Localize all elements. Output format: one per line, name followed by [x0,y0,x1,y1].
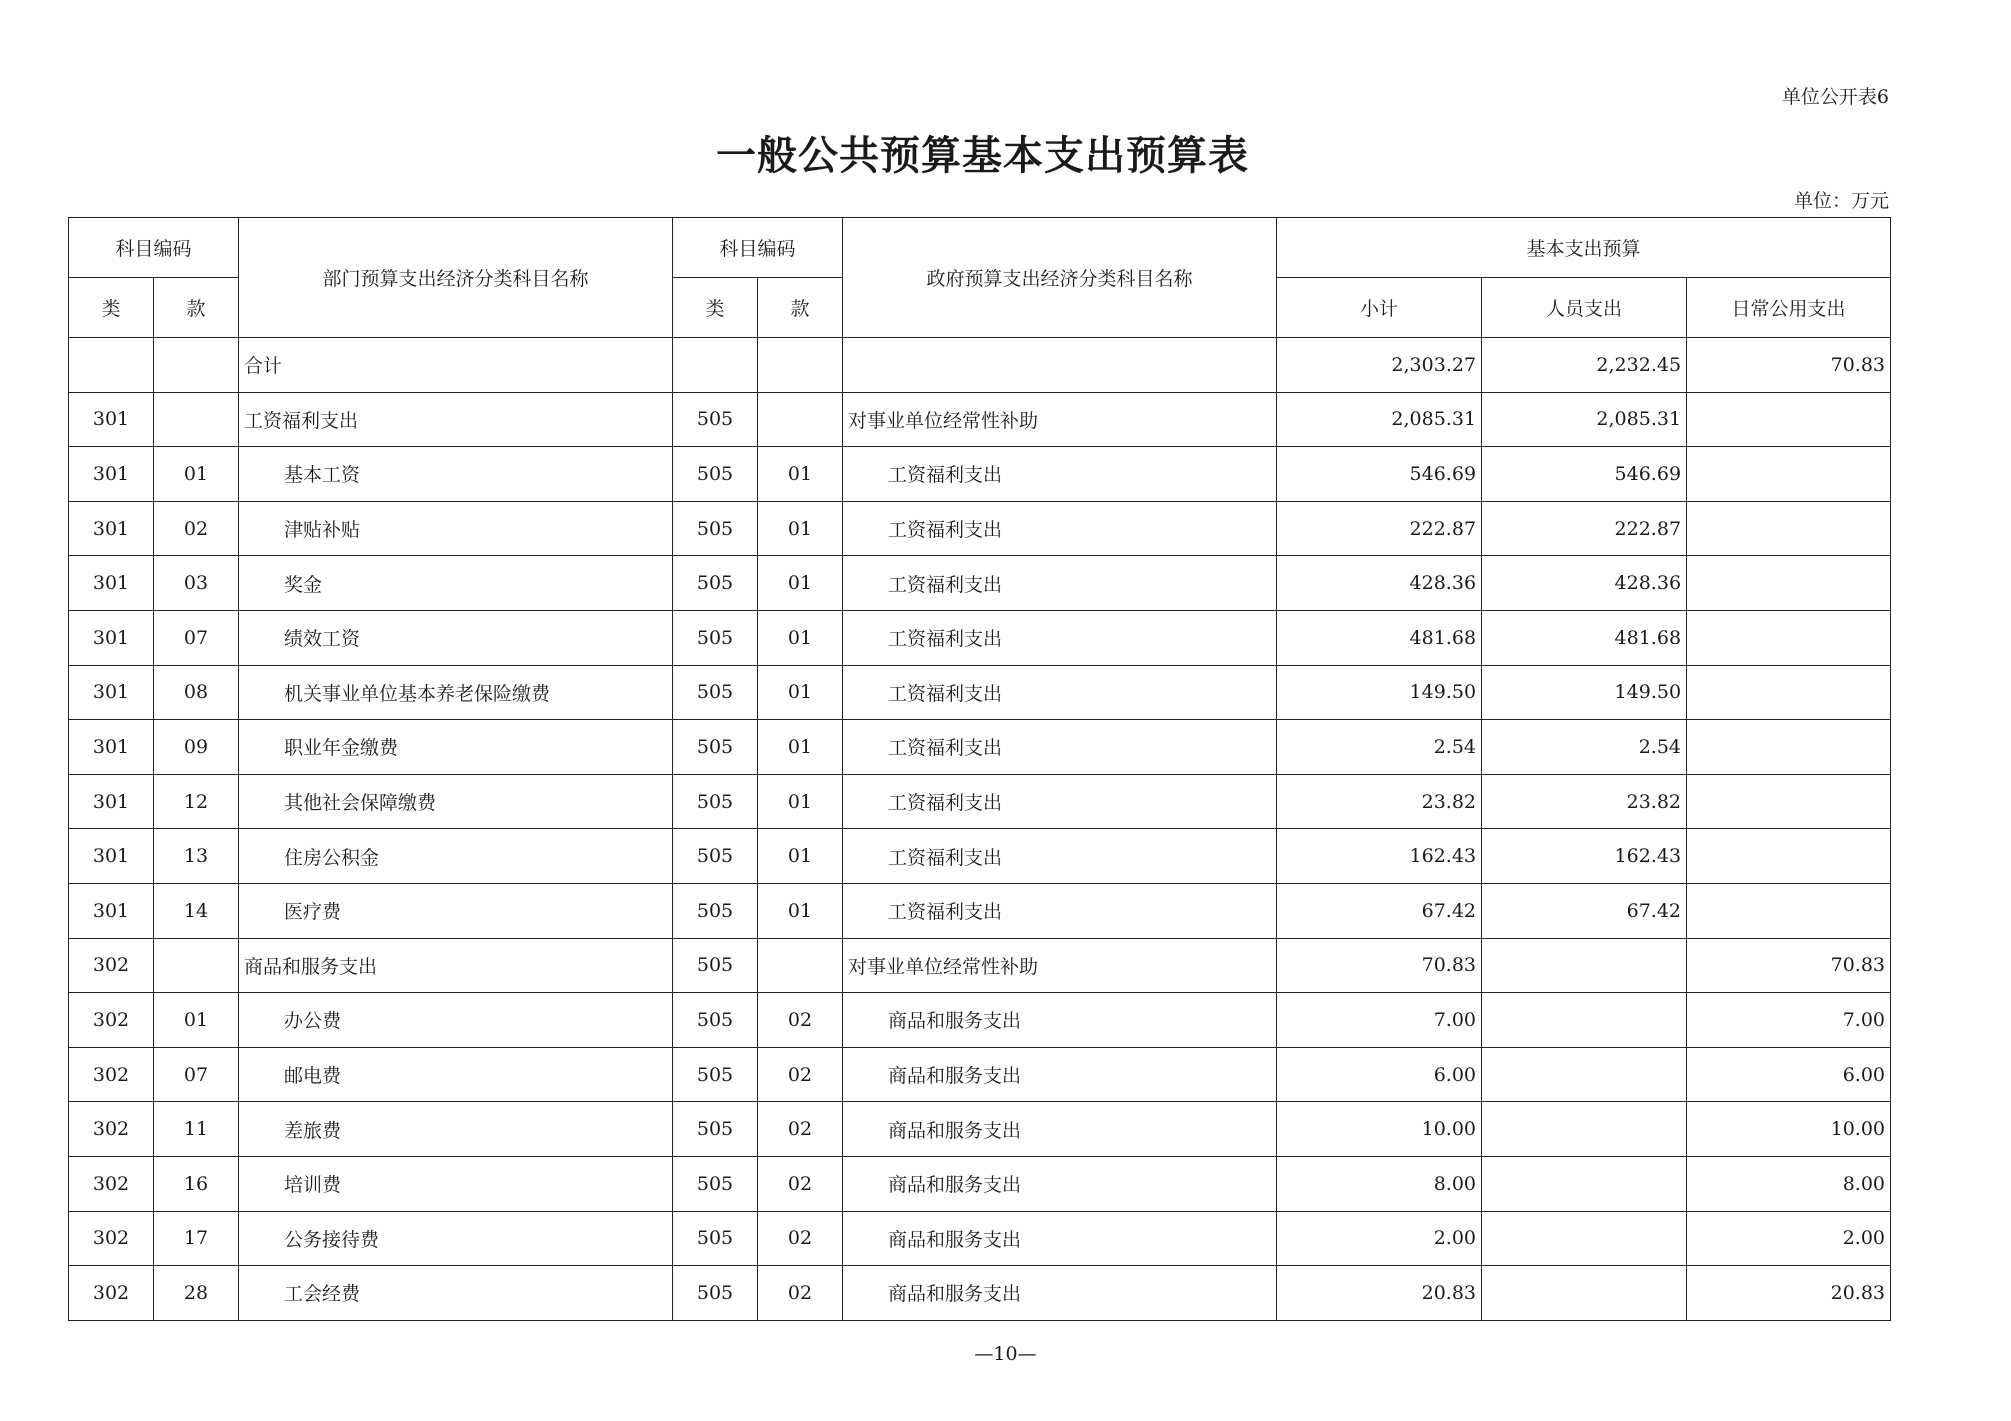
daily-expense-cell [1687,501,1891,556]
dept-kuan-cell: 11 [154,1102,239,1157]
dept-kuan-cell: 14 [154,883,239,938]
gov-kuan-cell [758,338,843,393]
dept-item-name-cell: 办公费 [239,993,673,1048]
dept-item-name-cell: 津贴补贴 [239,501,673,556]
gov-item-name-cell: 对事业单位经常性补助 [843,392,1277,447]
gov-item-name-cell: 工资福利支出 [843,447,1277,502]
gov-kuan-header: 款 [758,278,843,338]
dept-kuan-cell: 12 [154,774,239,829]
gov-lei-cell: 505 [673,1156,758,1211]
personnel-cell [1482,1047,1687,1102]
table-row [69,883,1891,938]
table-row [69,1156,1891,1211]
dept-kuan-cell: 01 [154,993,239,1048]
dept-item-name-cell: 奖金 [239,556,673,611]
dept-kuan-cell: 01 [154,447,239,502]
gov-lei-cell: 505 [673,883,758,938]
daily-expense-cell [1687,829,1891,884]
daily-expense-cell [1687,556,1891,611]
personnel-header: 人员支出 [1482,278,1687,338]
gov-kuan-cell: 02 [758,993,843,1048]
table-row [69,938,1891,993]
dept-kuan-cell: 09 [154,720,239,775]
dept-lei-cell: 301 [69,665,154,720]
gov-lei-header: 类 [673,278,758,338]
dept-kuan-cell: 28 [154,1266,239,1321]
page-title: 一般公共预算基本支出预算表 [716,132,1249,179]
dept-item-name-cell: 医疗费 [239,883,673,938]
personnel-cell: 67.42 [1482,883,1687,938]
subtotal-cell: 481.68 [1277,610,1482,665]
gov-item-name-cell: 工资福利支出 [843,829,1277,884]
gov-lei-cell: 505 [673,447,758,502]
dept-item-name-cell: 职业年金缴费 [239,720,673,775]
table-row [69,665,1891,720]
daily-expense-cell: 8.00 [1687,1156,1891,1211]
personnel-cell: 546.69 [1482,447,1687,502]
daily-expense-cell [1687,665,1891,720]
daily-expense-cell [1687,610,1891,665]
gov-name-header: 政府预算支出经济分类科目名称 [843,218,1277,338]
gov-lei-cell: 505 [673,774,758,829]
dept-kuan-cell: 08 [154,665,239,720]
dept-kuan-cell: 07 [154,610,239,665]
dept-lei-cell: 301 [69,501,154,556]
personnel-cell: 162.43 [1482,829,1687,884]
daily-expense-cell: 20.83 [1687,1266,1891,1321]
subtotal-cell: 2.54 [1277,720,1482,775]
subtotal-cell: 20.83 [1277,1266,1482,1321]
dept-lei-cell: 302 [69,1047,154,1102]
dept-lei-cell: 302 [69,1102,154,1157]
daily-expense-cell [1687,720,1891,775]
gov-lei-cell: 505 [673,1266,758,1321]
dept-lei-cell: 302 [69,1211,154,1266]
gov-lei-cell: 505 [673,1211,758,1266]
personnel-cell [1482,1102,1687,1157]
gov-kuan-cell: 01 [758,447,843,502]
daily-expense-cell [1687,883,1891,938]
subtotal-cell: 7.00 [1277,993,1482,1048]
dept-lei-cell: 302 [69,1156,154,1211]
gov-item-name-cell: 工资福利支出 [843,556,1277,611]
table-row [69,447,1891,502]
gov-kuan-cell: 01 [758,720,843,775]
daily-expense-cell: 70.83 [1687,938,1891,993]
gov-kuan-cell: 02 [758,1047,843,1102]
dept-item-name-cell: 住房公积金 [239,829,673,884]
subtotal-cell: 428.36 [1277,556,1482,611]
gov-lei-cell: 505 [673,993,758,1048]
gov-item-name-cell: 工资福利支出 [843,720,1277,775]
dept-kuan-cell: 02 [154,501,239,556]
daily-expense-cell: 2.00 [1687,1211,1891,1266]
subtotal-cell: 70.83 [1277,938,1482,993]
personnel-cell: 149.50 [1482,665,1687,720]
table-row [69,501,1891,556]
dept-kuan-header: 款 [154,278,239,338]
gov-item-name-cell: 商品和服务支出 [843,1211,1277,1266]
daily-expense-cell [1687,774,1891,829]
gov-kuan-cell: 01 [758,665,843,720]
table-row [69,774,1891,829]
daily-expense-cell [1687,447,1891,502]
subtotal-cell: 8.00 [1277,1156,1482,1211]
subtotal-cell: 222.87 [1277,501,1482,556]
subtotal-cell: 10.00 [1277,1102,1482,1157]
gov-lei-cell: 505 [673,1047,758,1102]
personnel-cell [1482,1156,1687,1211]
table-row [69,1102,1891,1157]
dept-lei-cell [69,338,154,393]
personnel-cell [1482,993,1687,1048]
subtotal-cell: 2,085.31 [1277,392,1482,447]
dept-item-name-cell: 邮电费 [239,1047,673,1102]
dept-lei-cell: 302 [69,993,154,1048]
personnel-cell [1482,938,1687,993]
table-header [69,218,1891,338]
table-row [69,1266,1891,1321]
dept-item-name-cell: 公务接待费 [239,1211,673,1266]
table-row [69,392,1891,447]
gov-kuan-cell: 01 [758,556,843,611]
basic-budget-header: 基本支出预算 [1277,218,1891,278]
gov-lei-cell: 505 [673,938,758,993]
gov-lei-cell: 505 [673,556,758,611]
table-row [69,829,1891,884]
gov-kuan-cell: 01 [758,501,843,556]
unit-label: 单位：万元 [1793,190,1889,212]
gov-item-name-cell: 工资福利支出 [843,883,1277,938]
dept-item-name-cell: 机关事业单位基本养老保险缴费 [239,665,673,720]
table-row [69,556,1891,611]
table-row [69,1211,1891,1266]
daily-expense-cell: 7.00 [1687,993,1891,1048]
personnel-cell: 222.87 [1482,501,1687,556]
daily-expense-header: 日常公用支出 [1687,278,1891,338]
dept-lei-cell: 301 [69,556,154,611]
daily-expense-cell: 70.83 [1687,338,1891,393]
dept-item-name-cell: 绩效工资 [239,610,673,665]
dept-item-name-cell: 工会经费 [239,1266,673,1321]
dept-item-name-cell: 工资福利支出 [239,392,673,447]
gov-code-header: 科目编码 [673,218,843,278]
gov-lei-cell: 505 [673,501,758,556]
table-row [69,610,1891,665]
subtotal-cell: 162.43 [1277,829,1482,884]
gov-kuan-cell: 01 [758,829,843,884]
dept-lei-cell: 301 [69,774,154,829]
dept-lei-cell: 302 [69,938,154,993]
gov-item-name-cell [843,338,1277,393]
page-number: —10— [974,1343,1037,1365]
subtotal-cell: 23.82 [1277,774,1482,829]
daily-expense-cell [1687,392,1891,447]
dept-lei-cell: 302 [69,1266,154,1321]
gov-lei-cell: 505 [673,829,758,884]
dept-lei-cell: 301 [69,447,154,502]
gov-item-name-cell: 商品和服务支出 [843,993,1277,1048]
gov-kuan-cell [758,938,843,993]
personnel-cell: 2,085.31 [1482,392,1687,447]
gov-item-name-cell: 商品和服务支出 [843,1102,1277,1157]
gov-item-name-cell: 商品和服务支出 [843,1266,1277,1321]
dept-lei-cell: 301 [69,392,154,447]
gov-lei-cell: 505 [673,665,758,720]
table-row [69,720,1891,775]
gov-kuan-cell: 01 [758,883,843,938]
personnel-cell: 428.36 [1482,556,1687,611]
dept-item-name-cell: 其他社会保障缴费 [239,774,673,829]
gov-lei-cell: 505 [673,1102,758,1157]
gov-kuan-cell: 02 [758,1156,843,1211]
table-number-label: 单位公开表6 [1781,86,1889,108]
gov-kuan-cell: 02 [758,1266,843,1321]
dept-kuan-cell: 17 [154,1211,239,1266]
table-row [69,993,1891,1048]
gov-lei-cell [673,338,758,393]
dept-item-name-cell: 基本工资 [239,447,673,502]
subtotal-cell: 2.00 [1277,1211,1482,1266]
gov-item-name-cell: 工资福利支出 [843,774,1277,829]
subtotal-cell: 67.42 [1277,883,1482,938]
gov-kuan-cell: 01 [758,610,843,665]
dept-lei-cell: 301 [69,720,154,775]
gov-item-name-cell: 商品和服务支出 [843,1047,1277,1102]
subtotal-header: 小计 [1277,278,1482,338]
dept-kuan-cell: 03 [154,556,239,611]
gov-item-name-cell: 工资福利支出 [843,665,1277,720]
personnel-cell: 2,232.45 [1482,338,1687,393]
personnel-cell [1482,1266,1687,1321]
dept-kuan-cell [154,338,239,393]
table-row [69,1047,1891,1102]
dept-item-name-cell: 合计 [239,338,673,393]
dept-item-name-cell: 商品和服务支出 [239,938,673,993]
dept-kuan-cell [154,392,239,447]
dept-kuan-cell: 07 [154,1047,239,1102]
gov-item-name-cell: 商品和服务支出 [843,1156,1277,1211]
dept-code-header: 科目编码 [69,218,239,278]
subtotal-cell: 149.50 [1277,665,1482,720]
subtotal-cell: 6.00 [1277,1047,1482,1102]
dept-item-name-cell: 培训费 [239,1156,673,1211]
budget-table [68,217,1891,1321]
gov-kuan-cell: 02 [758,1102,843,1157]
gov-item-name-cell: 工资福利支出 [843,610,1277,665]
dept-item-name-cell: 差旅费 [239,1102,673,1157]
gov-lei-cell: 505 [673,720,758,775]
gov-lei-cell: 505 [673,610,758,665]
dept-kuan-cell: 16 [154,1156,239,1211]
dept-lei-cell: 301 [69,883,154,938]
table-body [69,338,1891,1321]
gov-item-name-cell: 对事业单位经常性补助 [843,938,1277,993]
dept-name-header: 部门预算支出经济分类科目名称 [239,218,673,338]
dept-kuan-cell: 13 [154,829,239,884]
personnel-cell: 2.54 [1482,720,1687,775]
gov-kuan-cell [758,392,843,447]
gov-kuan-cell: 01 [758,774,843,829]
dept-lei-cell: 301 [69,610,154,665]
daily-expense-cell: 10.00 [1687,1102,1891,1157]
gov-item-name-cell: 工资福利支出 [843,501,1277,556]
gov-lei-cell: 505 [673,392,758,447]
personnel-cell [1482,1211,1687,1266]
dept-lei-cell: 301 [69,829,154,884]
table-row [69,338,1891,393]
dept-kuan-cell [154,938,239,993]
personnel-cell: 23.82 [1482,774,1687,829]
personnel-cell: 481.68 [1482,610,1687,665]
subtotal-cell: 546.69 [1277,447,1482,502]
daily-expense-cell: 6.00 [1687,1047,1891,1102]
gov-kuan-cell: 02 [758,1211,843,1266]
subtotal-cell: 2,303.27 [1277,338,1482,393]
dept-lei-header: 类 [69,278,154,338]
